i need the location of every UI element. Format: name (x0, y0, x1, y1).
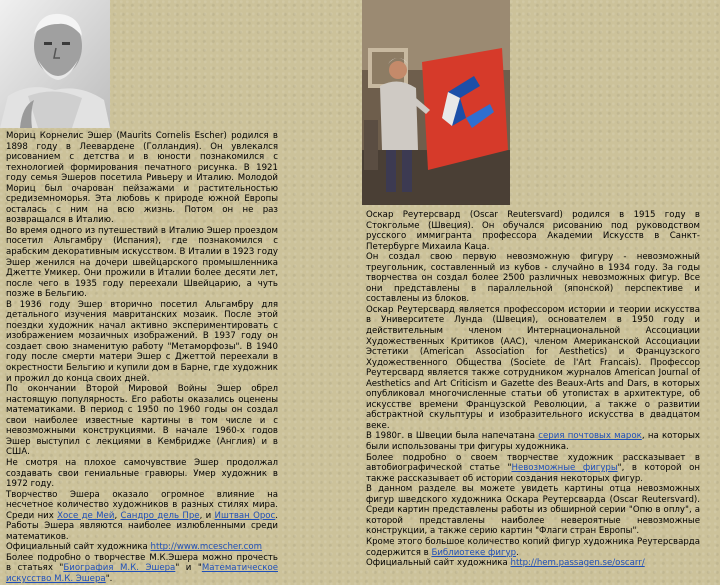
text-run: Кроме этого большое количество копий фигур художника Реутерсварда содержится в (366, 536, 700, 558)
paragraph (6, 458, 278, 490)
inline-link[interactable]: серия почтовых марок (538, 431, 642, 442)
text-run: Оскар Реутерсвард является профессором истории и теории искусства в Университете Лунда (Швеция), основателем в 1950 году и действительным членом Интернациональной Ассоциации Художественных Критиков (AAC), членом Американской Ассоциации Эстетики (American Association for Aesthetics) и Французского Художественного Общества (Societe de l'Art Francais). Профессор Реутерсвард является также сотрудником журналов American Journal of Aesthetics and Art Criticism и Gazette des Beaux-Arts and Dars, в которых опубликовал многочисленные статьи об утопистах в архитектуре, об искусстве времени Французской Революции, а также о развитии абстрактной скульптуры и изобразительного искусства в двадцатом веке. (366, 304, 700, 431)
paragraph (6, 384, 278, 458)
text-run: Он создал свою первую невозможную фигуру - невозможный треугольник, составленный из кубов - случайно в 1934 году. За годы творчества он создал более 2500 различных невозможных фигур. Все они представлены в параллельной (японской) перспективе и составлены из блоков. (366, 252, 700, 305)
paragraph (6, 542, 278, 553)
text-run: , (114, 510, 121, 521)
reutersvard-photo (362, 0, 510, 205)
text-run: . Работы Эшера являются наиболее излюбленными среди математиков. (6, 510, 279, 542)
text-run: Не смотря на плохое самочувствие Эшер продолжал создавать свои гениальные гравюры. Умер художник в 1972 году. (6, 457, 278, 490)
paragraph (366, 431, 700, 452)
paragraph (366, 305, 700, 432)
text-run: В 1936 году Эшер вторично посетил Альгамбру для детального изучения мавританских мозаик. После этой поездки художник начал активно экспериментировать с изображением мозаичных изображений. В 1937 году он создает свою знаменитую работу "Метаморфозы". В 1940 году после смерти матери Эшер с Джеттой переехали в окрестности Бельгию и купили дом в Барне, где художник и прожил до конца своих дней. (6, 299, 278, 384)
text-run: . (516, 547, 519, 558)
paragraph (366, 252, 700, 305)
paragraph (366, 558, 700, 569)
inline-link[interactable]: Сандро дель Пре (120, 510, 200, 521)
paragraph (6, 300, 278, 384)
text-run: Официальный сайт художника (6, 542, 151, 553)
text-run: Творчество Эшера оказало огромное влияние на несчетное количество художников в разных стилях мира. Среди них (6, 489, 278, 521)
paragraph (366, 210, 700, 252)
paragraph (6, 553, 278, 585)
paragraph (6, 490, 278, 543)
inline-link[interactable]: Биография М.К. Эшера (63, 563, 176, 574)
paragraph (6, 131, 278, 226)
escher-photo (0, 0, 110, 128)
text-run: Более подробно о своем творчестве художник рассказывает в автобиографической статье " (366, 452, 700, 474)
inline-link[interactable]: Иштван Орос (214, 510, 276, 521)
inline-link[interactable]: http://www.mcescher.com (150, 542, 263, 553)
paragraph (366, 537, 700, 558)
text-run: , на которых были использованы три фигуры художника. (366, 431, 701, 453)
text-run: В данном разделе вы можете увидеть картины отца невозможных фигур шведского художника Оскара Реутерсварда (Oscar Reutersvard). Среди картин представлены работы из обширной серии "Опю в оплу", а которой представлены наиболее невероятные невозможные конструкции, а также серию картин "Флаги стран Европы". (366, 484, 700, 537)
text-run: В 1980г. в Швеции была напечатана (366, 431, 539, 442)
escher-bio (6, 131, 278, 585)
text-run: Мориц Корнелис Эшер (Maurits Cornelis Escher) родился в 1898 году в Леевардене (Голландия). Он увлекался рисованием с детства и в юности познакомился с технологией формирования печатного рисунка. В 1921 году семья Эшеров посетила Ривьеру и Италию. Молодой Мориц был очарован пейзажами и растительностью средиземноморья. Эта любовь к природе южной Европы осталась с ним на всю жизнь. Потом он не раз возвращался в Италию. (6, 131, 278, 226)
inline-link[interactable]: Библиотеке фигур (431, 547, 517, 558)
paragraph (6, 226, 278, 300)
text-run: Официальный сайт художника (366, 558, 511, 569)
inline-link[interactable]: Математическое искусство М.К. Эшера (6, 563, 278, 584)
inline-link[interactable]: Невозможные фигуры (511, 463, 618, 474)
text-run: , и (199, 510, 215, 521)
paragraph (366, 484, 700, 537)
text-run: Более подробно о творчестве М.К.Эшера можно прочесть в статьях " (6, 552, 278, 574)
text-run: ", в которой он также рассказывает об истории создания некоторых фигур. (366, 463, 700, 484)
text-run: По окончании Второй Мировой Войны Эшер обрел настоящую популярность. Его работы оказались оценены математиками. В период с 1950 по 1960 годы он создал свои наиболее известные картины в том числе и с невозможными конструкциями. В начале 1960-х годов Эшер выступил с лекциями в Кембридже (Англия) и в США. (6, 384, 278, 458)
text-run: Оскар Реутерсвард (Oscar Reutersvard) родился в 1915 году в Стокгольме (Швеция). Он обучался рисованию под руководством русского иммигранта профессора Академии Искусств в Санкт-Петербурге Михаила Каца. (366, 210, 700, 252)
inline-link[interactable]: Хосе де Мей (57, 510, 115, 521)
paragraph (366, 453, 700, 485)
reutersvard-bio (366, 210, 700, 569)
text-run: " и " (175, 563, 202, 574)
inline-link[interactable]: http://hem.passagen.se/oscarr/ (510, 558, 645, 569)
text-run: Во время одного из путешествий в Италию Эшер проездом посетил Альгамбру (Испания), где познакомился с арабским декоративным искусством. В Италии в 1923 году Эшер женился на дочери швейцарского промышленника Джетте Умикер. Они прожили в Италии более десяти лет, после чего в 1935 году переехали Швейцарию, а чуть позже в Бельгию. (6, 225, 278, 300)
text-run: ". (105, 573, 113, 584)
